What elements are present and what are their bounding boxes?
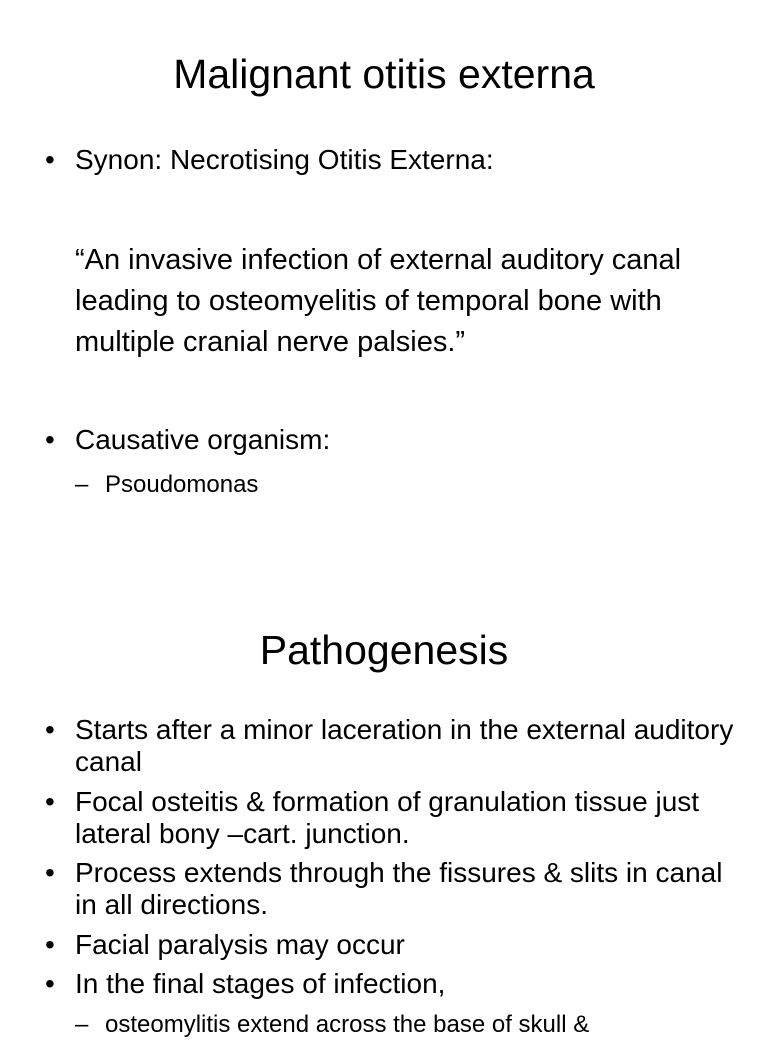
bullet-text: Process extends through the fissures & slits in canal in all directions. [75,857,723,920]
slide2-bullet-4 [45,929,735,961]
bullet-text: Facial paralysis may occur [75,929,405,960]
bullet-marker: • [45,144,55,175]
bullet-marker: • [45,857,55,888]
slide1-title: Malignant otitis externa [173,51,595,97]
bullet-marker: • [45,968,55,999]
slide2-bullet-5 [45,968,735,1000]
bullet-text: In the final stages of infection, [75,968,446,999]
dash-marker: – [75,471,89,498]
slide2-sub-item-1 [75,1010,735,1040]
slide2-bullet-2 [45,786,735,850]
bullet-text: Causative organism: [75,424,331,455]
bullet-marker: • [45,786,55,817]
sub-item-text: osteomylitis extend across the base of skull & [105,1011,590,1038]
slide1-sub-item-organism [75,470,735,500]
slide1-bullet-synonym [45,144,735,176]
slide1-bullet-causative [45,424,735,456]
dash-marker: – [75,1011,89,1038]
bullet-text: Synon: Necrotising Otitis Externa: [75,144,494,175]
bullet-text: Focal osteitis & formation of granulation tissue just lateral bony –cart. junction. [75,786,700,849]
bullet-marker: • [45,929,55,960]
bullet-marker: • [45,424,55,455]
slide2-bullet-3 [45,857,735,921]
slide2-bullet-1 [45,714,735,778]
bullet-text: Starts after a minor laceration in the external auditory canal [75,714,734,777]
bullet-marker: • [45,714,55,745]
slide1-definition-quote: “An invasive infection of external auditory canal leading to osteomyelitis of temporal bone with multiple cranial nerve palsies.” [75,244,682,358]
slide2-title: Pathogenesis [259,627,509,673]
sub-item-text: Psoudomonas [105,471,259,498]
